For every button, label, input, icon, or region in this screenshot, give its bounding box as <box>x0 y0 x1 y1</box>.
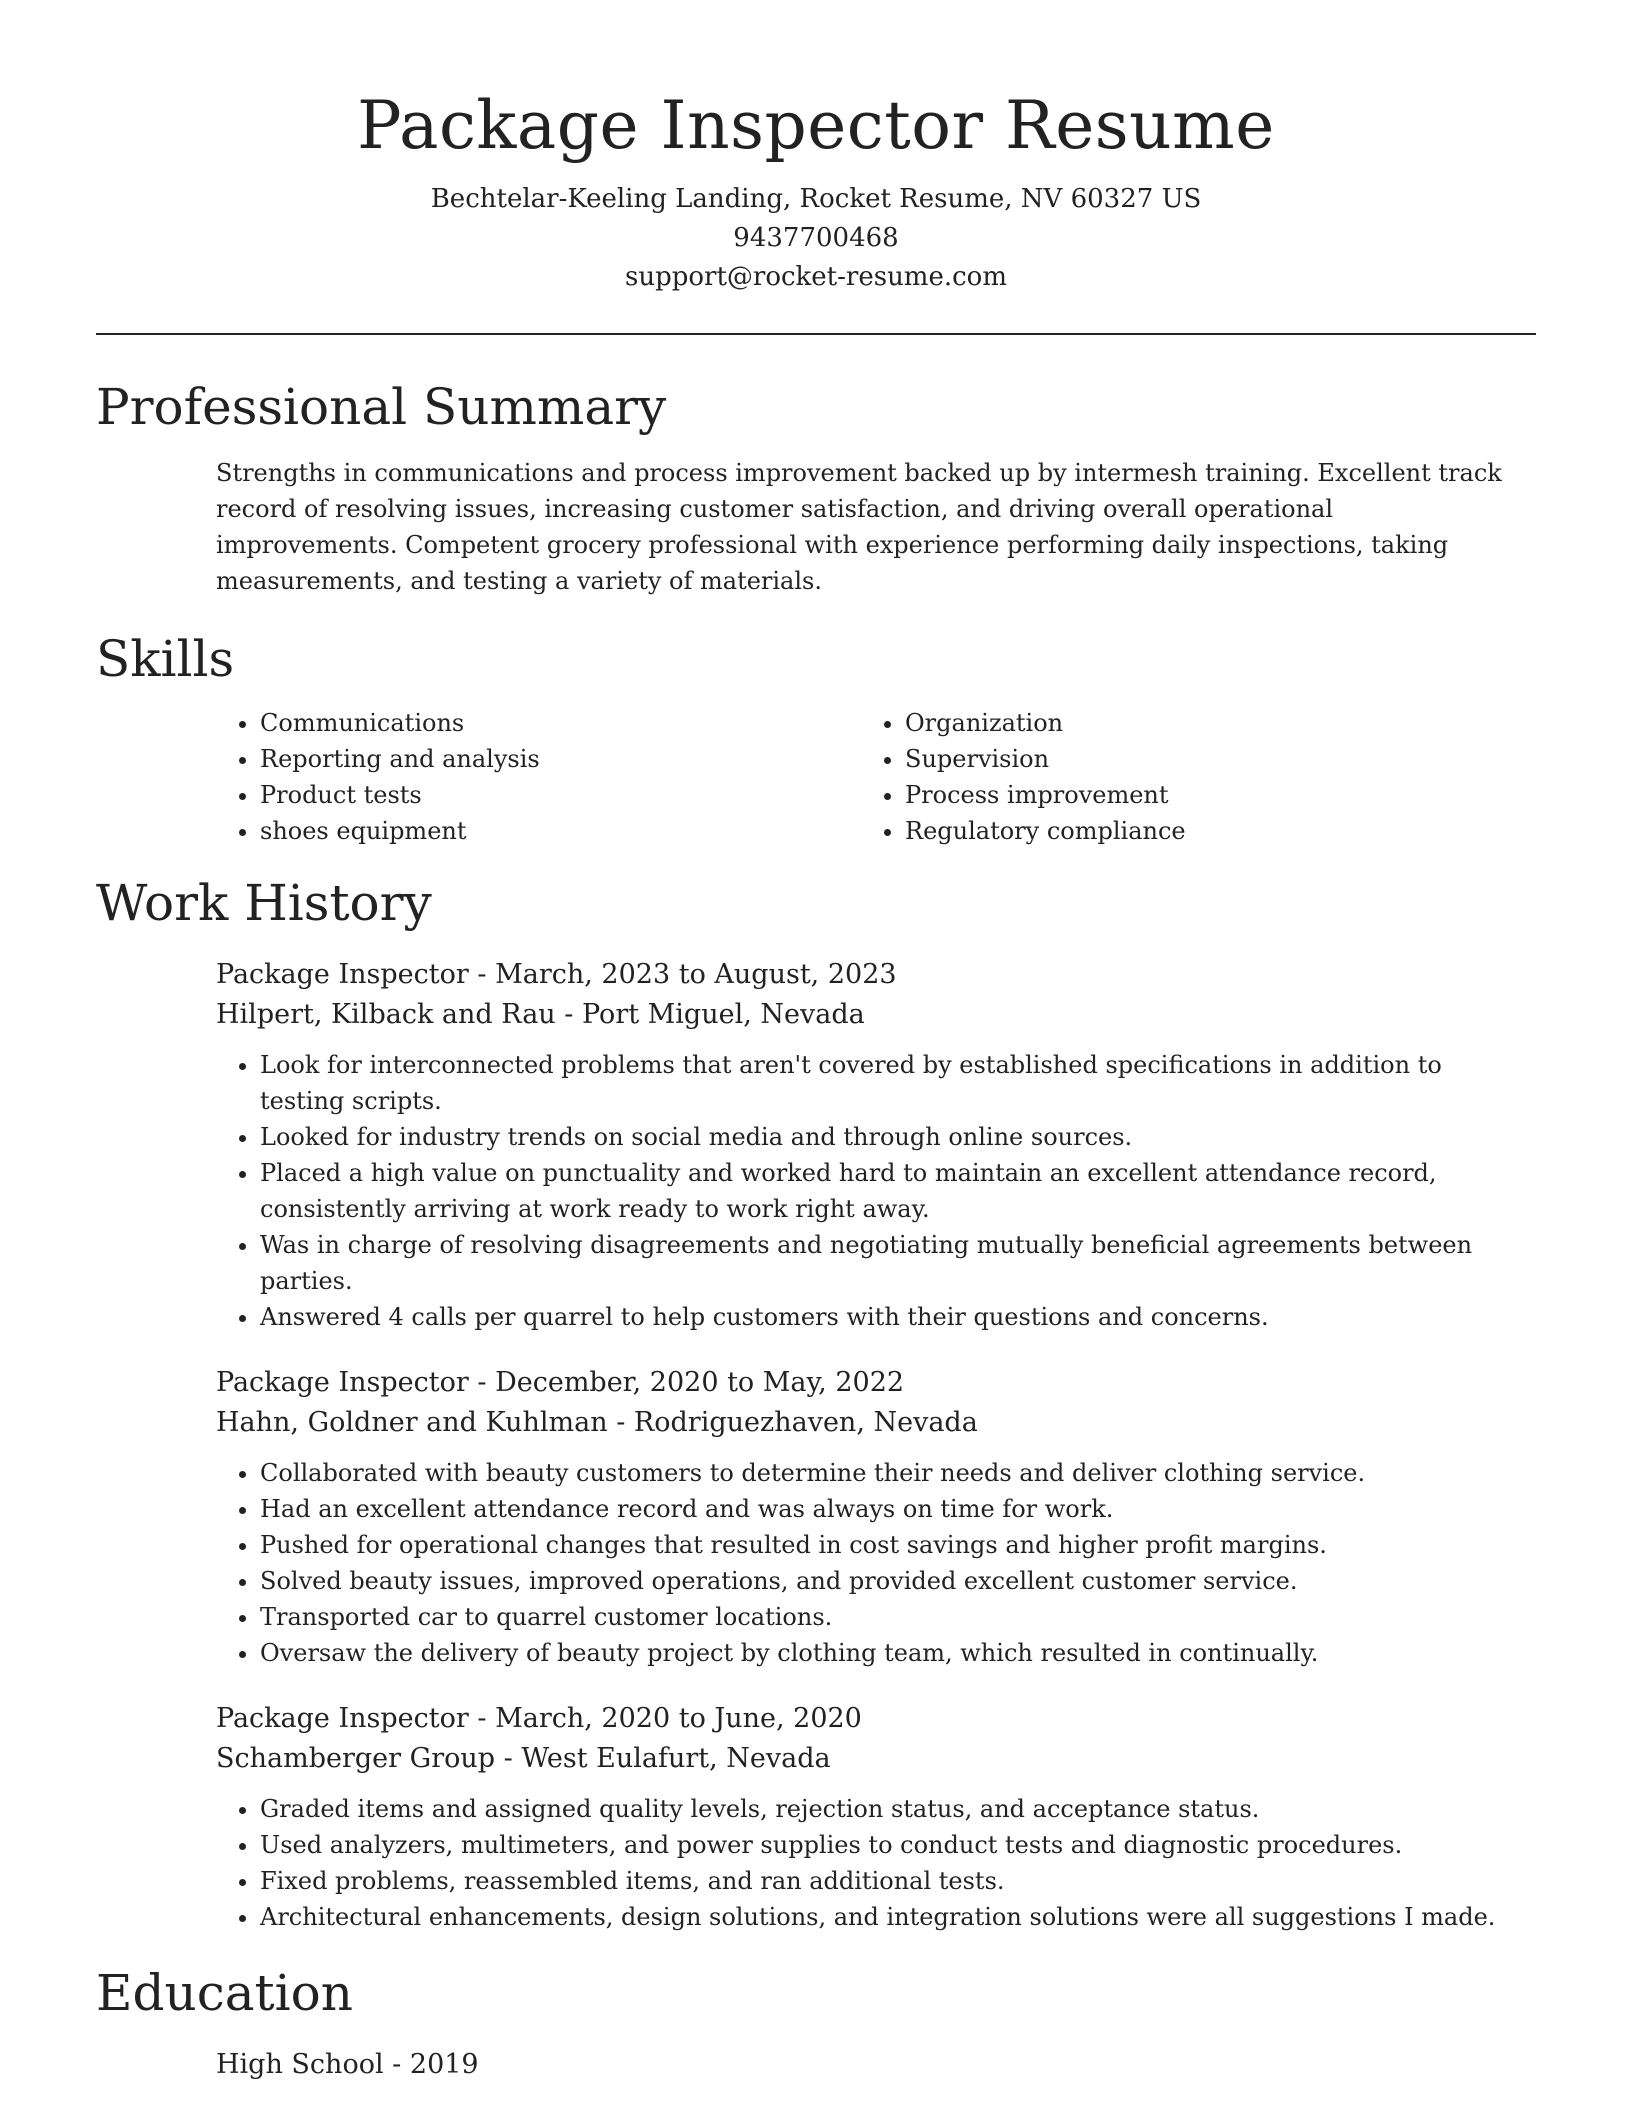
work-history-heading: Work History <box>96 874 432 932</box>
job-title: Package Inspector <box>216 1367 469 1398</box>
skill-item: • Reporting and analysis <box>260 741 861 777</box>
job-bullets <box>216 1455 1506 1671</box>
contact-phone: 9437700468 <box>733 223 899 253</box>
header-divider <box>96 333 1536 335</box>
skills-heading: Skills <box>96 630 235 688</box>
education-degree: High School <box>216 2049 384 2080</box>
education-year: 2019 <box>409 2049 479 2080</box>
summary-text: Strengths in communications and process improvement backed up by intermesh training. Excellent track record of resolving issues, increasing customer satisfaction, and driving overall operational improvements. Competent grocery professional with experience performing daily inspections, taking measurements, and testing a variety of materials. <box>216 459 1502 595</box>
skill-item: • Supervision <box>905 741 1506 777</box>
job-company: Schamberger Group <box>216 1743 496 1774</box>
job-dates: December, 2020 to May, 2022 <box>495 1367 905 1398</box>
job-dates: March, 2023 to August, 2023 <box>495 959 897 990</box>
job-bullet: • Look for interconnected problems that aren't covered by established specifications in addition to testing scripts. <box>260 1047 1506 1119</box>
separator: - <box>468 959 496 990</box>
contact-block <box>96 180 1536 297</box>
resume-page <box>96 0 1536 2085</box>
job-bullet: • Architectural enhancements, design solutions, and integration solutions were all suggestions I made. <box>260 1899 1506 1935</box>
job-bullet: • Used analyzers, multimeters, and power supplies to conduct tests and diagnostic procedures. <box>260 1827 1506 1863</box>
job-company-line <box>216 1403 1506 1443</box>
job-bullets <box>216 1791 1506 1935</box>
job-bullet: • Answered 4 calls per quarrel to help customers with their questions and concerns. <box>260 1299 1506 1335</box>
job-title: Package Inspector <box>216 959 469 990</box>
skill-item: • Regulatory compliance <box>905 813 1506 849</box>
skill-item: • shoes equipment <box>260 813 861 849</box>
contact-address: Bechtelar-Keeling Landing, Rocket Resume, NV 60327 US <box>430 184 1202 214</box>
job-bullets <box>216 1047 1506 1335</box>
job-title-line <box>216 1363 1506 1403</box>
skills-column-right <box>861 705 1506 849</box>
skills-grid <box>216 705 1506 849</box>
separator: - <box>383 2049 410 2080</box>
separator: - <box>468 1703 496 1734</box>
job-location: Port Miguel, Nevada <box>581 999 865 1030</box>
job-bullet: • Was in charge of resolving disagreements and negotiating mutually beneficial agreements between parties. <box>260 1227 1506 1299</box>
job-entry <box>216 955 1506 1335</box>
separator: - <box>607 1407 634 1438</box>
separator: - <box>495 1743 522 1774</box>
job-bullet: • Transported car to quarrel customer locations. <box>260 1599 1506 1635</box>
skill-item: • Product tests <box>260 777 861 813</box>
job-bullet: • Oversaw the delivery of beauty project by clothing team, which resulted in continually. <box>260 1635 1506 1671</box>
job-company: Hahn, Goldner and Kuhlman <box>216 1407 608 1438</box>
job-bullet: • Placed a high value on punctuality and worked hard to maintain an excellent attendance record, consistently arriving at work ready to work right away. <box>260 1155 1506 1227</box>
job-company-line <box>216 995 1506 1035</box>
summary-heading: Professional Summary <box>96 378 667 436</box>
job-bullet: • Collaborated with beauty customers to determine their needs and deliver clothing service. <box>260 1455 1506 1491</box>
job-bullet: • Fixed problems, reassembled items, and ran additional tests. <box>260 1863 1506 1899</box>
job-bullet: • Looked for industry trends on social media and through online sources. <box>260 1119 1506 1155</box>
job-bullet: • Solved beauty issues, improved operations, and provided excellent customer service. <box>260 1563 1506 1599</box>
skill-item: • Communications <box>260 705 861 741</box>
education-entry <box>216 2045 1506 2085</box>
resume-title: Package Inspector Resume <box>357 87 1275 164</box>
job-bullet: • Graded items and assigned quality levels, rejection status, and acceptance status. <box>260 1791 1506 1827</box>
job-location: Rodriguezhaven, Nevada <box>633 1407 978 1438</box>
job-entry <box>216 1363 1506 1671</box>
job-title-line <box>216 955 1506 995</box>
separator: - <box>468 1367 496 1398</box>
job-dates: March, 2020 to June, 2020 <box>495 1703 862 1734</box>
skills-column-left <box>216 705 861 849</box>
job-title-line <box>216 1699 1506 1739</box>
contact-email: support@rocket-resume.com <box>624 262 1007 292</box>
job-bullet: • Had an excellent attendance record and was always on time for work. <box>260 1491 1506 1527</box>
job-location: West Eulafurt, Nevada <box>521 1743 831 1774</box>
separator: - <box>555 999 582 1030</box>
job-title: Package Inspector <box>216 1703 469 1734</box>
job-company: Hilpert, Kilback and Rau <box>216 999 556 1030</box>
job-entry <box>216 1699 1506 1935</box>
job-company-line <box>216 1739 1506 1779</box>
education-heading: Education <box>96 1964 353 2022</box>
job-bullet: • Pushed for operational changes that resulted in cost savings and higher profit margins. <box>260 1527 1506 1563</box>
skill-item: • Organization <box>905 705 1506 741</box>
skill-item: • Process improvement <box>905 777 1506 813</box>
